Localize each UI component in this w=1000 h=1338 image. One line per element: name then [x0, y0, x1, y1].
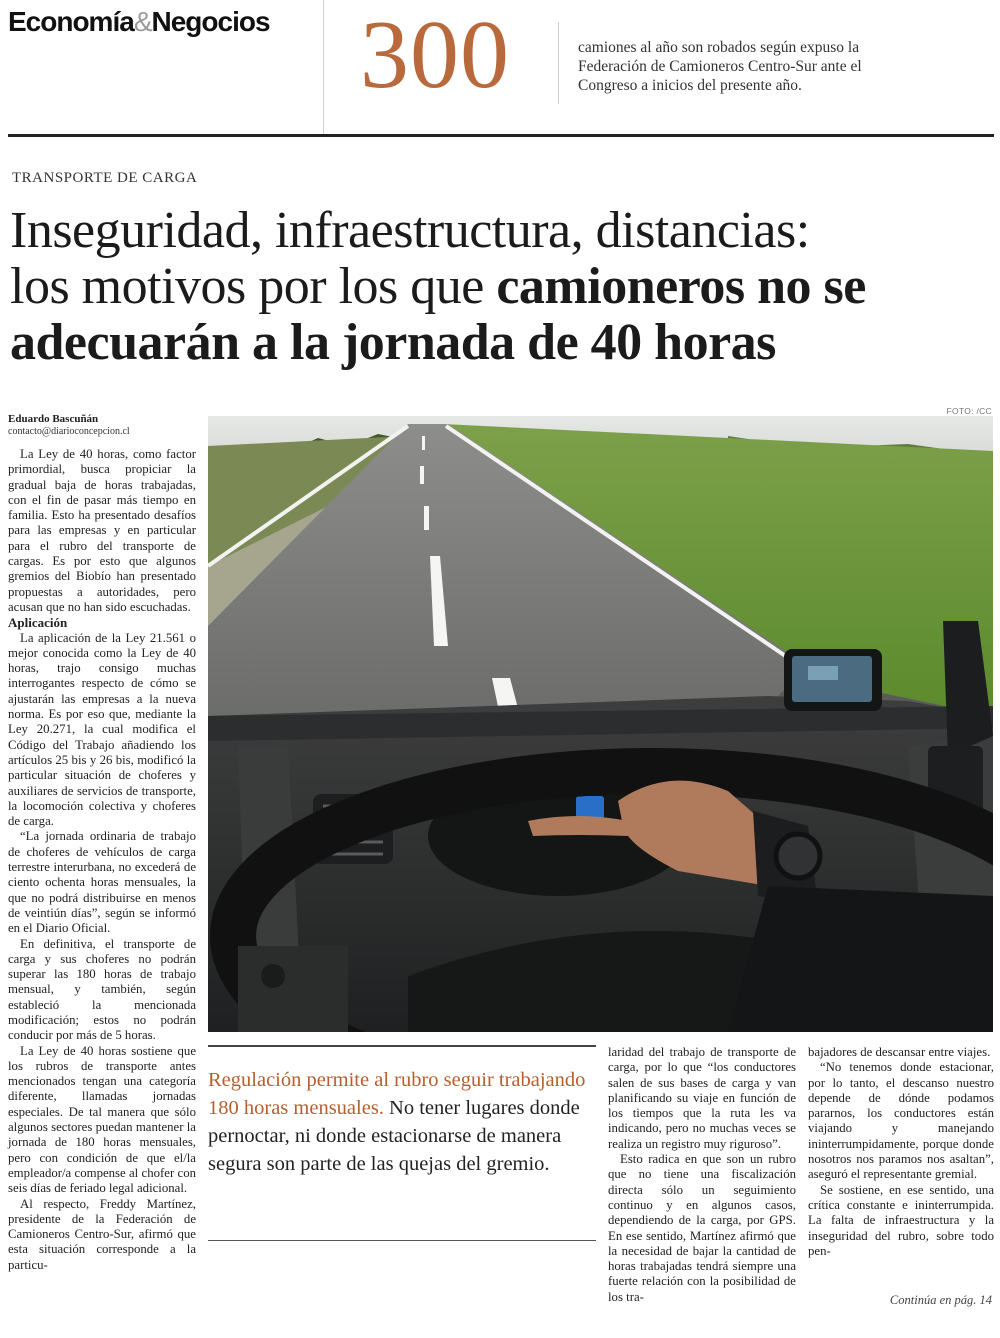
headline-line1: Inseguridad, infraestructura, distancias: [10, 202, 810, 259]
highlight-stat-text: camiones al año son robados según expuso la Federación de Camioneros Centro-Sur ante el Congreso a inicios del presente año. [578, 39, 862, 94]
pullquote [208, 1066, 596, 1178]
subhead-aplicacion: Aplicación [8, 615, 68, 631]
paragraph: La Ley de 40 horas sostiene que los rubros de transporte antes mencionados tengan una categoría diferente, llamadas jornadas especiales. De tal manera que sólo algunos sectores puedan mantener la jornada de 180 horas mensuales, pero con condición de que el/la empleador/a compense al chofer con seis días de feriado legal adicional. [8, 1043, 196, 1196]
article-column-4 [808, 1045, 994, 1259]
paragraph: “No tenemos donde estacionar, por lo tanto, el descanso nuestro depende de dónde podamos pararnos, los conductores están viajando y manejando ininterrumpidamente, porque donde nosotros nos paramos nos asaltan”, aseguró el representante gremial. [808, 1060, 994, 1182]
paragraph: La aplicación de la Ley 21.561 o mejor conocida como la Ley de 40 horas, trajo consigo muchas interrogantes respecto de cómo se ajustarán las empresas a la nueva norma. Es por eso que, mediante la Ley 20.271, la cual modifica el Código del Trabajo añadiendo los artículos 25 bis y 26 bis, modificó la particular situación de choferes y auxiliares de servicios de transporte, la locomoción colectiva y choferes de carga. [8, 630, 196, 829]
section-name-economia: Economía [8, 6, 134, 37]
paragraph: La Ley de 40 horas, como factor primordial, busca propiciar la gradual baja de horas trabajadas, con el fin de pasar más tiempo en familia. Esto ha presentado desafíos para las empresas y en particular para el rubro del transporte de cargas. Es por esto que algunos gremios del Biobío han presentado propuestas a autoridades, pero acusan que no han sido escuchadas. [8, 447, 196, 614]
section-name-negocios: Negocios [151, 6, 270, 37]
continue-on-page-link[interactable]: Continúa en pág. 14 [889, 1293, 992, 1307]
headline-regular: los motivos por los que [10, 258, 497, 315]
paragraph: Se sostiene, en ese sentido, una crítica constante e ininterrumpida. La falta de infraestructura y la inseguridad del rubro, sobre todo pen- [808, 1182, 994, 1258]
header-rule [8, 134, 994, 137]
paragraph: “La jornada ordinaria de trabajo de choferes de vehículos de carga terrestre interurbana, no excederá de ciento ochenta horas mensuales, la que no podrá distribuirse en menos de veintiún días”, según se informó en el Diario Oficial. [8, 829, 196, 936]
truck-cab-road-image [208, 416, 993, 1032]
headline-bold: camioneros no se adecuarán a la jornada de 40 horas [10, 258, 866, 371]
pullquote-highlight: Regulación permite al rubro seguir trabajando 180 horas mensuales. [208, 1069, 586, 1119]
stat-divider [558, 22, 559, 104]
section-header [8, 6, 270, 38]
header-divider [323, 0, 324, 134]
pullquote-top-rule [208, 1045, 596, 1047]
kicker: TRANSPORTE DE CARGA [12, 170, 198, 186]
paragraph: Esto radica en que son un rubro que no tiene una fiscalización directa sólo un seguimiento continuo y en algunos casos, dependiendo de la carga, por GPS. En ese sentido, Martínez afirmó que la necesidad de bajar la cantidad de horas trabajadas tendrá siempre una fuerte relación con la posibilidad de los tra- [608, 1152, 796, 1304]
article-column-1 [8, 447, 196, 1273]
headline [10, 203, 995, 371]
byline-author: Eduardo Bascuñán [8, 413, 99, 425]
section-ampersand: & [133, 6, 152, 37]
paragraph: Al respecto, Freddy Martínez, presidente de la Federación de Camioneros Centro-Sur, afirmó que esta situación corresponde a la particu- [8, 1196, 196, 1272]
byline-email: contacto@diarioconcepcion.cl [8, 426, 130, 437]
article-column-3 [608, 1045, 796, 1305]
paragraph: En definitiva, el transporte de carga y sus choferes no podrán superar las 180 horas de trabajo mensual, y también, según estableció la mencionada modificación; estos no podrán conducir por más de 5 horas. [8, 936, 196, 1043]
paragraph: laridad del trabajo de transporte de carga, por lo que “los conductores salen de sus bases de carga y van planificando su viaje en función de los tiempos que la ruta les va indicando, pero no muchas veces se realiza un registro muy riguroso”. [608, 1045, 796, 1151]
paragraph: bajadores de descansar entre viajes. [808, 1045, 991, 1059]
pullquote-bottom-rule [208, 1240, 596, 1241]
pullquote-text: No tener lugares donde pernoctar, ni donde estacionarse de manera segura son parte de las quejas del gremio. [208, 1097, 580, 1175]
article-photo [208, 416, 993, 1032]
highlight-stat-number: 300 [360, 1, 510, 109]
photo-credit: FOTO: /CC [946, 406, 992, 416]
